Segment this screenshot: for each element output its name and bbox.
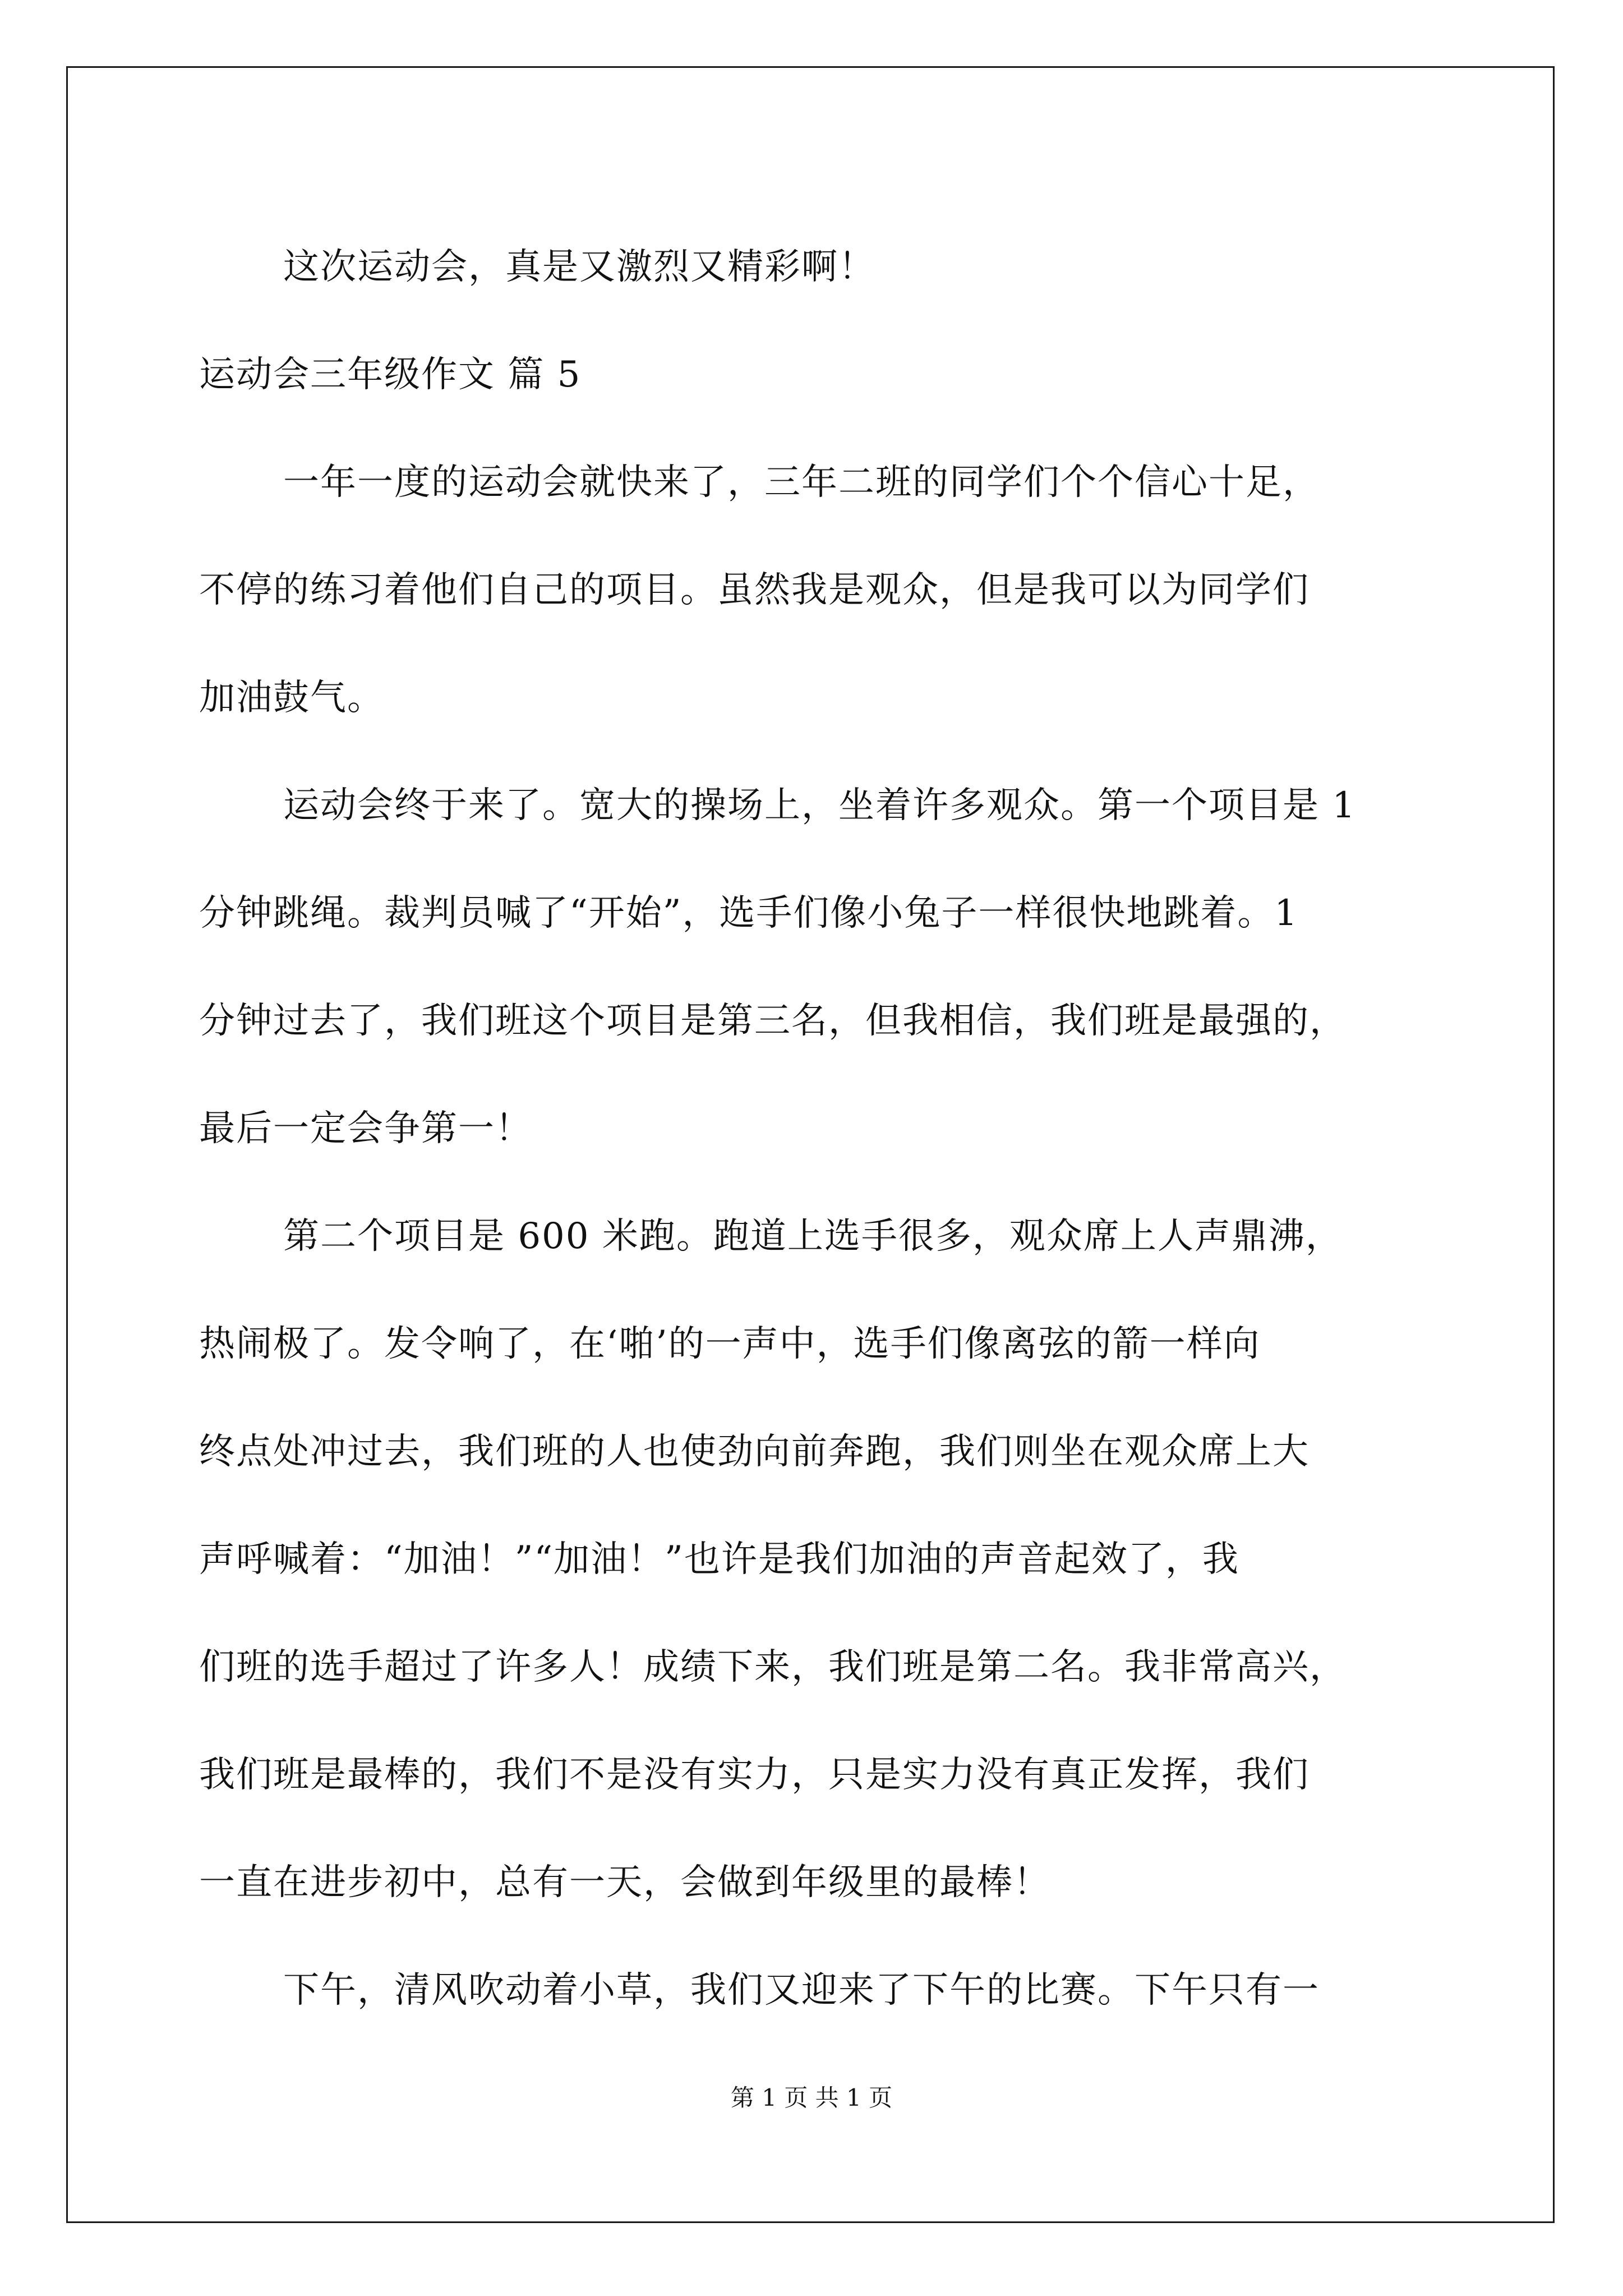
text-line: 们班的选手超过了许多人！成绩下来，我们班是第二名。我非常高兴，	[199, 1646, 1347, 1688]
document-body	[199, 213, 1461, 2044]
text-line: 声呼喊着：“加油！”“加油！”也许是我们加油的声音起效了，我	[199, 1539, 1239, 1580]
text-line: 一年一度的运动会就快来了，三年二班的同学们个个信心十足，	[283, 462, 1320, 503]
text-line: 分钟过去了，我们班这个项目是第三名，但我相信，我们班是最强的，	[199, 1000, 1347, 1042]
text-line: 一直在进步初中，总有一天，会做到年级里的最棒！	[199, 1862, 1050, 1903]
text-line: 第二个项目是 600 米跑。跑道上选手很多，观众席上人声鼎沸，	[283, 1216, 1343, 1257]
text-line: 终点处冲过去，我们班的人也使劲向前奔跑，我们则坐在观众席上大	[199, 1431, 1310, 1473]
text-line: 运动会终于来了。宽大的操场上，坐着许多观众。第一个项目是 1	[283, 785, 1357, 826]
text-line: 下午，清风吹动着小草，我们又迎来了下午的比赛。下午只有一	[283, 1970, 1320, 2011]
text-line: 不停的练习着他们自己的项目。虽然我是观众，但是我可以为同学们	[199, 569, 1310, 611]
text-line: 这次运动会，真是又激烈又精彩啊！	[283, 246, 875, 288]
text-line: 热闹极了。发令响了，在‘啪’的一声中，选手们像离弦的箭一样向	[199, 1323, 1261, 1365]
page-footer: 第 1 页 共 1 页	[730, 2084, 893, 2111]
text-line: 加油鼓气。	[199, 677, 384, 719]
text-line: 我们班是最棒的，我们不是没有实力，只是实力没有真正发挥，我们	[199, 1754, 1310, 1796]
text-line: 最后一定会争第一！	[199, 1108, 532, 1149]
text-line: 分钟跳绳。裁判员喊了“开始”，选手们像小兔子一样很快地跳着。1	[199, 892, 1299, 934]
section-heading: 运动会三年级作文 篇 5	[199, 354, 582, 395]
